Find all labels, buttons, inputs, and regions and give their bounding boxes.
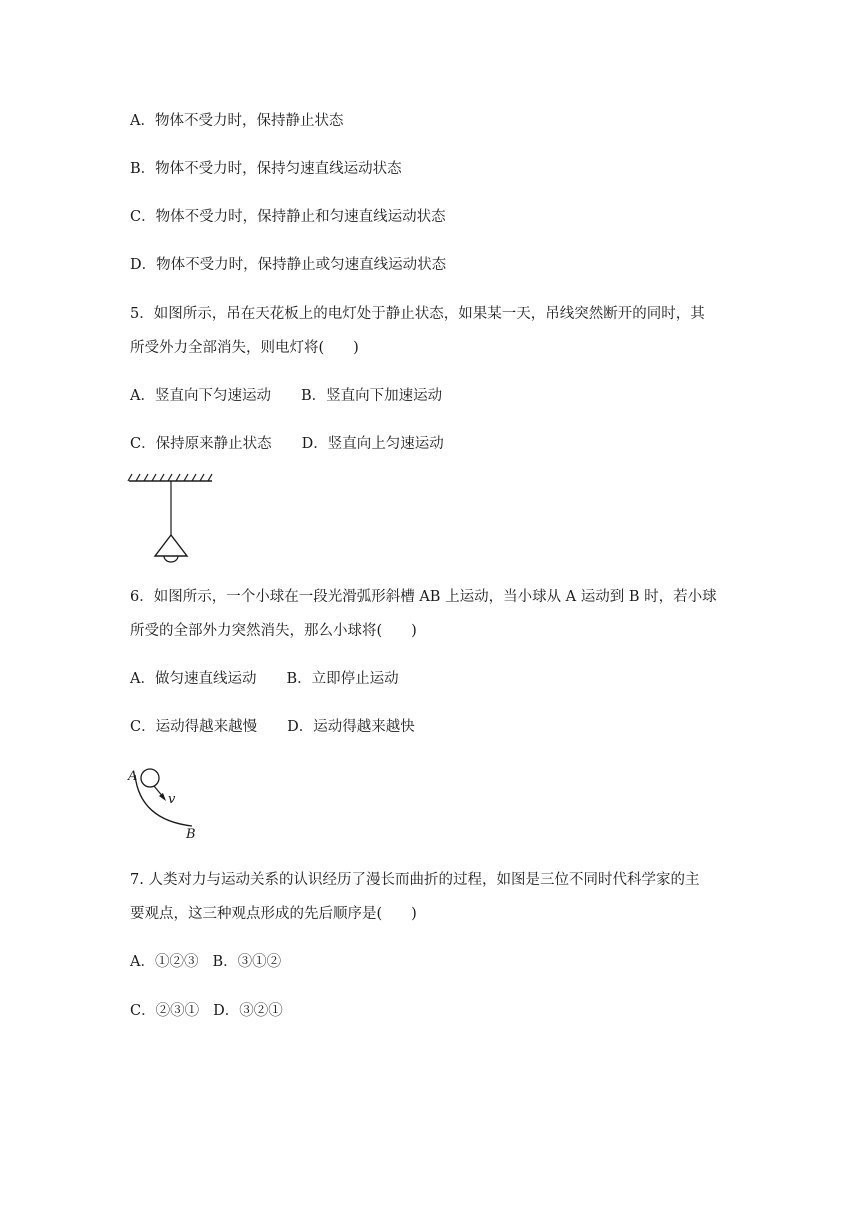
q4-option-b: B．物体不受力时，保持匀速直线运动状态	[130, 161, 402, 177]
q4-option-d: D．物体不受力时，保持静止或匀速直线运动状态	[130, 257, 447, 273]
q5-option-c: C．保持原来静止状态	[130, 436, 272, 452]
q6-option-c: C．运动得越来越慢	[130, 719, 258, 735]
label-point-b: B	[186, 827, 196, 842]
q7-option-b: B．③①②	[212, 954, 282, 970]
q7-option-a: A．①②③	[130, 954, 199, 970]
q7-option-d: D．③②①	[213, 1003, 283, 1019]
q7-options-row1	[130, 952, 281, 972]
velocity-arrow-head	[159, 793, 166, 801]
ceiling-hatch	[128, 474, 212, 481]
label-point-a: A	[128, 769, 138, 784]
q5-options-row1	[130, 386, 442, 406]
label-velocity: v	[168, 792, 176, 807]
q7-option-c: C．②③①	[130, 1003, 200, 1019]
q6-stem-line2: 所受的全部外力突然消失，那么小球将( )	[130, 623, 417, 639]
q4-option-a: A．物体不受力时，保持静止状态	[130, 113, 344, 129]
q7-stem-line1: 7. 人类对力与运动关系的认识经历了漫长而曲折的过程，如图是三位不同时代科学家的主	[130, 872, 700, 888]
q6-option-d: D．运动得越来越快	[287, 719, 415, 735]
q7-stem-line2: 要观点，这三种观点形成的先后顺序是( )	[130, 906, 417, 922]
q5-stem-line2: 所受外力全部消失，则电灯将( )	[130, 340, 359, 356]
lamp-bulb	[164, 556, 178, 562]
q6-options-row1	[130, 669, 399, 689]
q5-stem-line1: 5．如图所示，吊在天花板上的电灯处于静止状态，如果某一天，吊线突然断开的同时，其	[130, 306, 705, 322]
q5-option-a: A．竖直向下匀速运动	[130, 388, 271, 404]
q6-option-a: A．做匀速直线运动	[130, 671, 257, 687]
ball	[141, 769, 159, 787]
q5-option-d: D．竖直向上匀速运动	[301, 436, 444, 452]
q6-options-row2	[130, 717, 415, 737]
q5-hanging-lamp-figure	[128, 474, 218, 566]
q6-curved-track-figure	[126, 762, 206, 842]
q6-option-b: B．立即停止运动	[286, 671, 399, 687]
q7-options-row2	[130, 1001, 283, 1021]
q4-option-c: C．物体不受力时，保持静止和匀速直线运动状态	[130, 209, 446, 225]
q6-stem-line1: 6．如图所示，一个小球在一段光滑弧形斜槽 AB 上运动，当小球从 A 运动到 B 时，若小球	[130, 589, 717, 605]
q5-option-b: B．竖直向下加速运动	[300, 388, 443, 404]
q5-options-row2	[130, 434, 444, 454]
lamp-shade	[155, 535, 187, 556]
